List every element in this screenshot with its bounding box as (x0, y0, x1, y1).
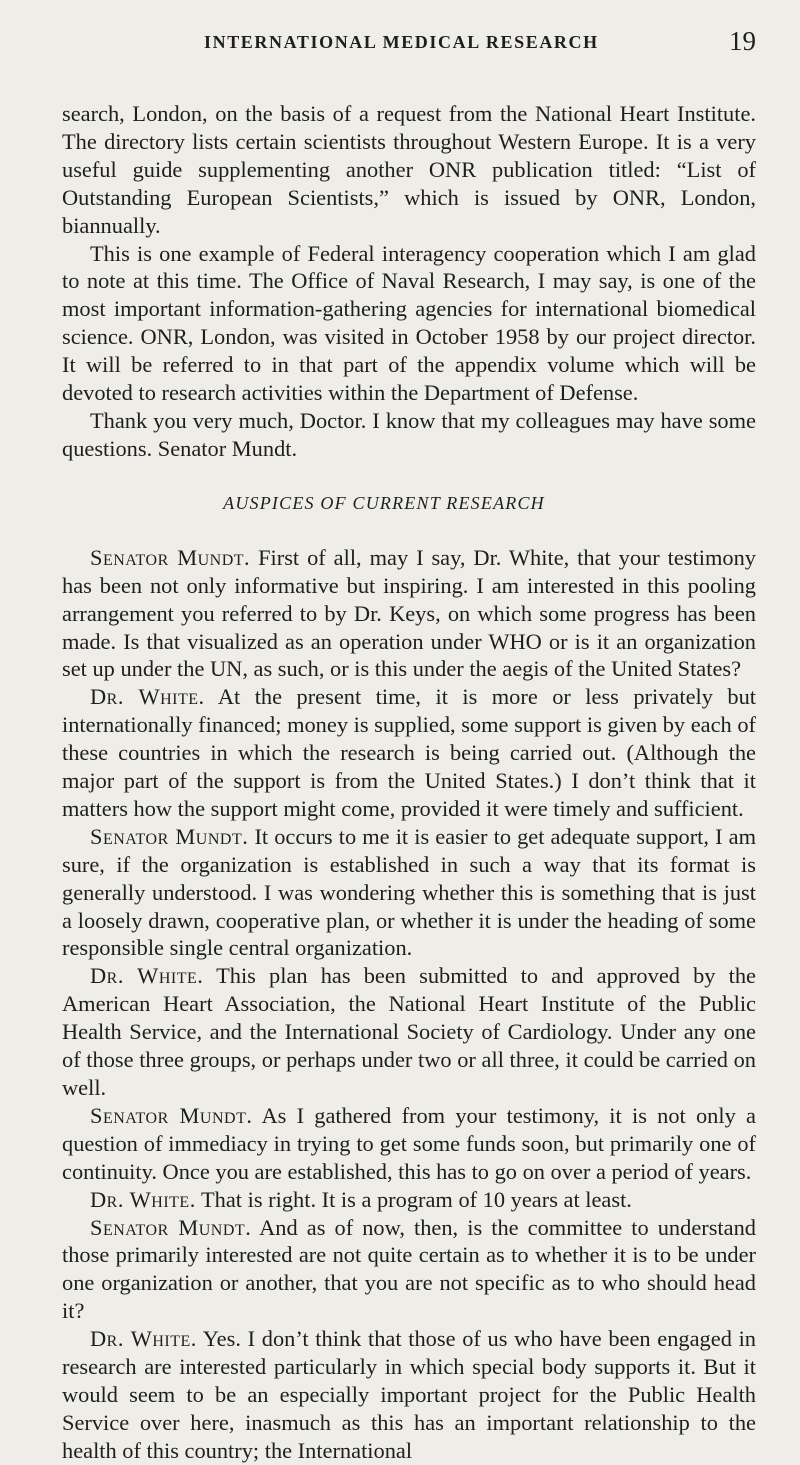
dialogue-text: This plan has been submitted to and approved by the American Heart Association, the National Heart Institute of the Public Health Service, and the International Society of Cardiology. Under any one of those three groups, or perhaps under two or all three, it could be carried on well. (62, 963, 756, 1100)
speaker-name: Dr. White. (90, 963, 204, 989)
running-head (62, 26, 756, 60)
dialogue-paragraph (62, 1214, 756, 1326)
dialogue-text: That is right. It is a program of 10 years at least. (201, 1186, 632, 1212)
page-number: 19 (729, 26, 756, 56)
dialogue-paragraph (62, 683, 756, 823)
dialogue-paragraph (62, 1325, 756, 1465)
dialogue-paragraph (62, 544, 756, 684)
speaker-name: Senator Mundt. (90, 1214, 252, 1240)
dialogue-paragraph (62, 1186, 756, 1214)
speaker-name: Dr. White. (90, 684, 205, 710)
running-head-title: INTERNATIONAL MEDICAL RESEARCH (204, 32, 599, 52)
speaker-name: Dr. White. (90, 1186, 196, 1212)
paragraph: Thank you very much, Doctor. I know that my colleagues may have some questions. Senator Mundt. (62, 407, 756, 461)
speaker-name: Dr. White. (90, 1326, 197, 1352)
dialogue-text: First of all, may I say, Dr. White, that your testimony has been not only informative but inspiring. I am interested in this pooling arrangement you referred to by Dr. Keys, on which some progress has been made. Is that visualized as an operation under WHO or is it an organization set up under the UN, as such, or is this under the aegis of the United States? (62, 544, 756, 682)
section-heading: AUSPICES OF CURRENT RESEARCH (223, 492, 545, 513)
dialogue-paragraph (62, 823, 756, 963)
speaker-name: Senator Mundt. (90, 544, 251, 570)
paragraph: This is one example of Federal interagency cooperation which I am glad to note at this time. The Office of Naval Research, I may say, is one of the most important information-gathering agencies for international biomedical science. ONR, London, was visited in October 1958 by our project director. It will be referred to in that part of the appendix volume which will be devoted to research activities within the Department of Defense. (62, 240, 756, 406)
speaker-name: Senator Mundt. (90, 1102, 253, 1128)
dialogue-text: As I gathered from your testimony, it is not only a question of immediacy in trying to get some funds soon, but primarily one of continuity. Once you are established, this has to go on over a period of years. (62, 1102, 756, 1184)
dialogue-paragraph (62, 1102, 756, 1186)
dialogue-text: At the present time, it is more or less privately but internationally financed; money is supplied, some support is given by each of these countries in which the research is being carried out. (Although the major part of the support is from the United States.) I don’t think that it matters how the support might come, provided it were timely and sufficient. (62, 684, 756, 821)
dialogue-paragraph (62, 962, 756, 1102)
paragraph: search, London, on the basis of a request from the National Heart Institute. The directory lists certain scientists throughout Western Europe. It is a very useful guide supplementing another ONR publication titled: “List of Outstanding European Scientists,” which is issued by ONR, London, biannually. (62, 101, 756, 238)
dialogue-text: And as of now, then, is the committee to understand those primarily interested are not quite certain as to whether it is to be under one organization or another, that you are not specific as to who should head it? (62, 1214, 756, 1324)
dialogue-text: It occurs to me it is easier to get adequate support, I am sure, if the organization is established in such a way that its format is generally understood. I was wondering whether this is something that is just a loosely drawn, cooperative plan, or whether it is under the heading of some responsible single central organization. (62, 823, 756, 961)
body-text (62, 100, 756, 1465)
speaker-name: Senator Mundt. (90, 823, 249, 849)
dialogue-text: Yes. I don’t think that those of us who have been engaged in research are interested particularly in which special body supports it. But it would seem to be an especially important project for the Public Health Service over here, inasmuch as this has an important relationship to the health of this country; the International (62, 1326, 756, 1463)
